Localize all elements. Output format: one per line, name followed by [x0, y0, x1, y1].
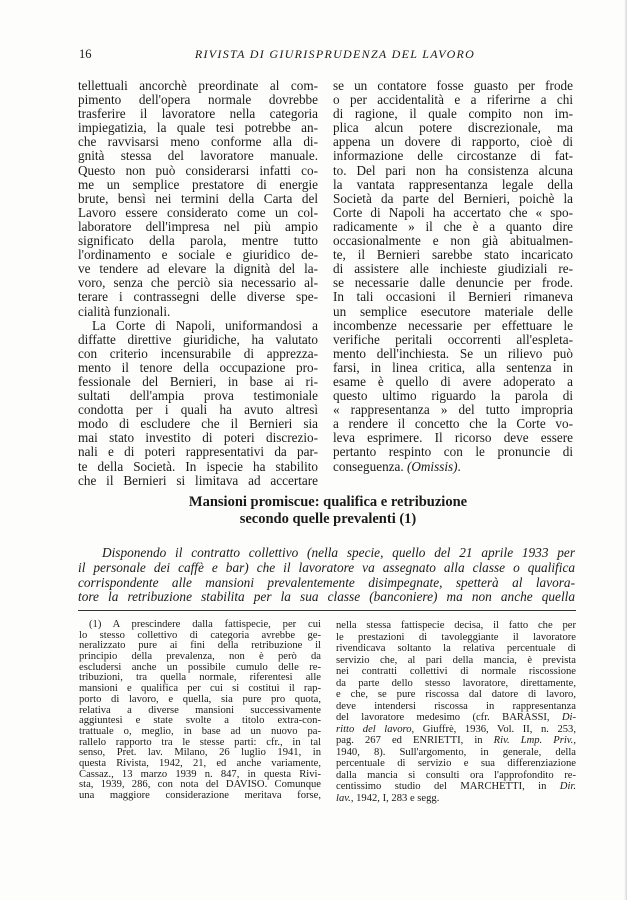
- text-line: che il Bernieri si limitava ad accertare: [78, 472, 318, 488]
- text-line: di ragione, il quale compito non im-: [333, 106, 573, 122]
- text-line: o per accidentalità e a riferirne a chi: [333, 92, 573, 108]
- text-segment: , Giuffrè, 1936, Vol. II, n. 253,: [411, 723, 576, 735]
- text-line: questa Rivista, 1942, 21, ed anche variamente,: [79, 757, 321, 769]
- text-line: me un semplice prestatore di energie: [78, 176, 318, 192]
- text-line: aggiuntesi e state svolte a titolo extra-con-: [79, 715, 321, 727]
- text-line: ve tendere ad elevare la dignità del la-: [78, 261, 318, 277]
- text-segment: conseguenza.: [333, 458, 407, 474]
- text-line: neralizzato pure ai fini della retribuzione il: [79, 640, 321, 652]
- text-line: plica alcun potere discrezionale, ma: [333, 120, 573, 136]
- text-line: incombenze necessarie per effettuare le: [333, 317, 573, 333]
- text-line: condotta per i quali ha avuto altresì: [78, 402, 318, 418]
- text-line: a rendere il concetto che la Corte vo-: [333, 416, 573, 432]
- body-column-right: [333, 79, 573, 474]
- text-line: dalla mancia si consulti ora l'approfondito re-: [336, 769, 576, 781]
- text-line: tore la retribuzione stabilita per la sua classe (banconiere) ma non anche quella: [78, 589, 575, 605]
- text-line: il personale dei caffè e bar) che il lavoratore va assegnato alla classe o qualifica: [78, 559, 575, 575]
- text-line: trasferire il lavoratore nella categoria: [78, 106, 318, 122]
- text-line: e che, se pure riscossa dal datore di lavoro,: [336, 689, 576, 700]
- text-line: senso, Pret. lav. Milano, 26 luglio 1941, in: [79, 747, 321, 759]
- text-segment: ,: [573, 735, 576, 746]
- text-line: un semplice esecutore materiale delle: [333, 303, 573, 319]
- footnote-column-right: [336, 620, 576, 804]
- text-line: Questo non può considerarsi infatti co-: [78, 162, 318, 178]
- text-line: una maggiore considerazione meritava forse,: [79, 790, 321, 801]
- text-line: porto di lavoro, e quella, sia pure pro quota,: [79, 693, 321, 705]
- text-line: di assistere alle inchieste giudiziali re-: [333, 261, 573, 277]
- text-line: con criterio incensurabile di apprezza-: [78, 345, 318, 361]
- text-line: sta, 1939, 286, con nota del DAVISO. Comunque: [79, 779, 321, 791]
- text-line: La Corte di Napoli, uniformandosi a: [92, 317, 318, 333]
- text-line: voro, senza che perciò sia necessario al-: [78, 275, 318, 291]
- text-segment: del lavoratore medesimo (cfr. BARASSI,: [336, 712, 562, 723]
- text-line: fessionale del Bernieri, in base ai ri-: [78, 373, 318, 389]
- text-line: la vantata rappresentanza legale della: [333, 176, 573, 192]
- italic-text: (Omissis): [406, 458, 458, 474]
- text-line: [336, 735, 576, 747]
- text-line: relativa a diverse mansioni successivamente: [79, 704, 321, 716]
- text-line: « rappresentanza » del tutto impropria: [333, 402, 573, 418]
- text-line: mento il tenore della occupazione pro-: [78, 359, 318, 375]
- text-line: percentuale di servizio e sua differenziazione: [336, 758, 576, 769]
- text-line: laboratore dell'impresa nel più ampio: [78, 218, 318, 234]
- text-line: Società da parte del Bernieri, poichè la: [333, 190, 573, 206]
- text-line: te della Società. In ispecie ha stabilito: [78, 458, 318, 474]
- text-line: Lavoro essere considerato come un col-: [78, 204, 318, 220]
- text-line: rivendicava soltanto la relativa percentuale di: [336, 643, 576, 654]
- text-line: deve intendersi riscossa in rappresentanza: [336, 700, 576, 712]
- text-line: lo stesso collettivo di categoria avrebbe ge-: [79, 629, 321, 641]
- paragraph: [336, 620, 576, 804]
- text-line: (1) A prescindere dalla fattispecie, per cui: [89, 619, 321, 630]
- italic-text: ritto del lavoro: [336, 723, 412, 735]
- text-line: servizio che, al pari della mancia, è prevista: [336, 654, 576, 666]
- text-line: pertanto respinto con le pronuncie di: [333, 444, 573, 460]
- text-line: se necessarie dalle denuncie per frode.: [333, 275, 573, 291]
- text-line: nei contratti collettivi di normale riscossione: [336, 666, 576, 677]
- text-line: radicamente » il che è a quanto dire: [333, 218, 573, 234]
- text-line: l'ordinamento e sociale e giuridico de-: [78, 247, 318, 263]
- text-line: Disponendo il contratto collettivo (nella specie, quello del 21 aprile 1933 per: [102, 545, 575, 560]
- text-line: rallelo rapporto tra le stesse parti: cfr., in tal: [79, 736, 321, 748]
- text-line: 1940, 8). Sull'argomento, in generale, della: [336, 746, 576, 758]
- text-line: da parte dello stesso lavoratore, direttamente,: [336, 677, 576, 689]
- paragraph: [78, 546, 575, 605]
- text-line: [333, 460, 573, 474]
- text-segment: , 1942, I, 283 e segg.: [350, 792, 440, 804]
- text-line: verifiche peritali occorrenti all'espleta-: [333, 331, 573, 347]
- text-line: [336, 724, 576, 736]
- text-segment: centissimo studio del MARCHETTI, in: [336, 781, 560, 792]
- text-line: sultati dell'ampia prova testimoniale: [78, 388, 318, 404]
- text-line: se un contatore fosse guasto per frode: [333, 78, 573, 93]
- article-summary: [78, 546, 575, 605]
- text-line: gnità stessa del lavoratore manuale.: [78, 148, 318, 164]
- text-line: [336, 712, 576, 724]
- text-line: Corte di Napoli ha accertato che « spo-: [333, 204, 573, 220]
- article-title-line: secondo quelle prevalenti (1): [239, 510, 417, 527]
- text-line: pimento dell'opera normale dovrebbe: [78, 92, 318, 108]
- text-line: mento dell'inchiesta. Se un rilievo può: [333, 345, 573, 361]
- text-line: le prestazioni di tavoleggiante il lavoratore: [336, 631, 576, 643]
- text-line: mansioni e qualifica per cui si costituì il rap-: [79, 683, 321, 695]
- text-line: tribuzioni, tra quella normale, riferentesi alle: [79, 672, 321, 684]
- text-line: In tali occasioni il Bernieri rimaneva: [333, 289, 573, 305]
- text-line: tellettuali ancorchè preordinate al com-: [78, 78, 318, 93]
- paragraph: [78, 319, 318, 488]
- text-line: [336, 793, 576, 805]
- text-line: modo di escludere che il Bernieri sia: [78, 416, 318, 432]
- text-line: trattuale o, meglio, in base ad un nuovo pa-: [79, 725, 321, 737]
- text-line: appena un dovere di rapporto, cioè di: [333, 134, 573, 150]
- running-head: RIVISTA DI GIURISPRUDENZA DEL LAVORO: [194, 47, 476, 61]
- text-line: farsi, in linea critica, alla sentenza in: [333, 359, 573, 375]
- italic-text: Di-: [561, 712, 576, 723]
- text-segment: pag. 267 ed ENRIETTI, in: [336, 735, 494, 746]
- text-line: te, il Bernieri sarebbe stato incaricato: [333, 247, 573, 263]
- text-line: significato della parola, mentre tutto: [78, 233, 318, 249]
- footnote-divider: [78, 610, 576, 611]
- text-line: esame è quello di avere adoperato a: [333, 373, 573, 389]
- text-segment: .: [457, 458, 461, 474]
- text-line: informazione delle circostanze di fat-: [333, 148, 573, 164]
- text-line: impiegatizia, la quale tesi potrebbe an-: [78, 120, 318, 136]
- text-line: brute, bensì nei termini della Carta del: [78, 190, 318, 206]
- paragraph: [79, 620, 321, 802]
- text-line: nella stessa fattispecie decisa, il fatto che per: [336, 620, 576, 631]
- footnote-column-left: [79, 620, 321, 802]
- text-line: nali e di poteri rappresentativi da par-: [78, 444, 318, 460]
- italic-text: Dir.: [559, 781, 576, 792]
- text-line: diffatte direttive giuridiche, ha valutato: [78, 331, 318, 347]
- text-line: escludersi anche un possibile cumulo delle re-: [79, 661, 321, 673]
- text-line: questo ultimo riguardo la parola di: [333, 388, 573, 404]
- page-number: 16: [79, 47, 92, 61]
- text-line: leva esprimere. Il ricorso deve essere: [333, 430, 573, 446]
- text-line: Cassaz., 13 marzo 1939 n. 847, in questa Rivi-: [79, 768, 321, 780]
- text-line: [336, 781, 576, 793]
- text-line: cialità funzionali.: [78, 303, 171, 319]
- italic-text: lav.: [336, 792, 351, 804]
- text-line: mai stato investito di poteri discrezio-: [78, 430, 318, 446]
- text-line: to. Del pari non ha consistenza alcuna: [333, 162, 573, 178]
- italic-text: Riv. Lmp. Priv.: [493, 735, 574, 746]
- article-title-line: Mansioni promiscue: qualifica e retribuzione: [188, 494, 468, 510]
- text-line: corrispondente alle mansioni prevalentemente disimpegnate, spetterà al lavora-: [78, 574, 575, 590]
- paragraph: [333, 79, 573, 474]
- article-title: [78, 494, 578, 527]
- text-line: principio della prevalenza, non è però da: [79, 651, 321, 663]
- text-line: che ravvisarsi meno conforme alla di-: [78, 134, 318, 150]
- text-line: terare i contrassegni delle diverse spe-: [78, 289, 318, 305]
- paragraph: [78, 79, 318, 319]
- body-column-left: [78, 79, 318, 488]
- text-line: occasionalmente e non già abitualmen-: [333, 233, 573, 249]
